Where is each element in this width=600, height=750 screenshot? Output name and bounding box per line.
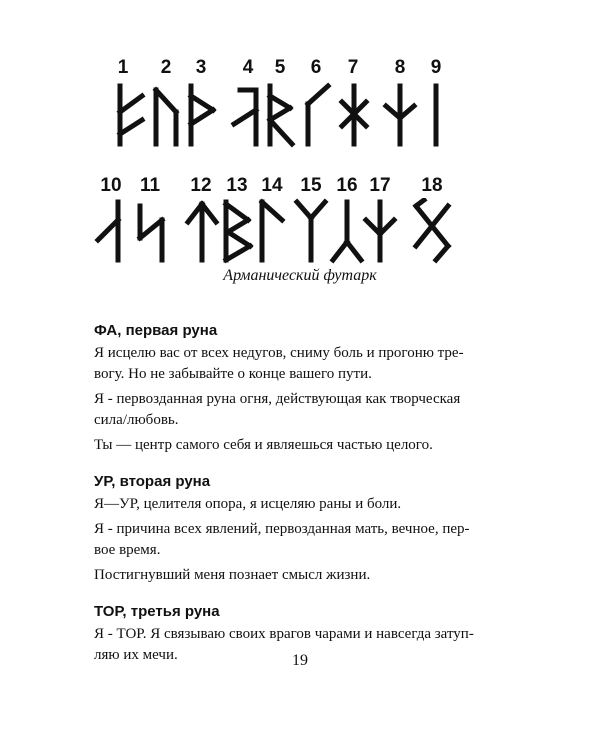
rune-number-1: 1 [117, 57, 129, 78]
section-heading: ТОР, третья руна [94, 603, 220, 620]
paragraph [94, 435, 514, 456]
paragraph [94, 494, 514, 515]
paragraph-line: вогу. Но не забывайте о конце вашего пути. [94, 366, 372, 382]
section-heading: ФА, первая руна [94, 322, 218, 339]
rune-number-13: 13 [226, 175, 248, 196]
paragraph-line: Ты — центр самого себя и являешься частью целого. [94, 437, 433, 453]
rune-number-15: 15 [300, 175, 322, 196]
paragraph-line: ляю их мечи. [94, 647, 178, 663]
rune-not-glyph [380, 82, 420, 148]
rune-number-12: 12 [190, 175, 212, 196]
section-heading: УР, вторая руна [94, 473, 211, 490]
rune-number-4: 4 [242, 57, 254, 78]
paragraph [94, 343, 514, 385]
rune-number-14: 14 [261, 175, 283, 196]
figure-caption: Арманический футарк [223, 267, 377, 284]
rune-ka-glyph [296, 82, 336, 148]
paragraph-line: сила/любовь. [94, 412, 179, 428]
rune-eh-glyph [360, 198, 400, 264]
rune-hagal-glyph [334, 82, 374, 148]
paragraph [94, 565, 514, 586]
rune-number-5: 5 [274, 57, 286, 78]
paragraph-line: Постигнувший меня познает смысл жизни. [94, 567, 371, 583]
rune-number-9: 9 [430, 57, 442, 78]
armanen-futhark-figure [80, 48, 500, 278]
paragraph [94, 389, 514, 431]
rune-number-3: 3 [195, 57, 207, 78]
rune-ur-glyph [146, 82, 186, 148]
rune-is-glyph [416, 82, 456, 148]
rune-number-2: 2 [160, 57, 172, 78]
rune-os-glyph [226, 82, 266, 148]
paragraph-line: Я - первозданная руна огня, действующая как творческая [94, 391, 461, 407]
paragraph-line: Я - ТОР. Я связываю своих врагов чарами и навсегда затуп- [94, 626, 474, 642]
text-body [94, 321, 514, 682]
page-number: 19 [292, 652, 308, 669]
rune-number-10: 10 [100, 175, 122, 196]
rune-number-17: 17 [369, 175, 391, 196]
rune-number-6: 6 [310, 57, 322, 78]
rune-number-11: 11 [139, 175, 161, 196]
rune-tyr-glyph [182, 198, 222, 264]
rune-gibor-glyph [410, 198, 454, 264]
rune-number-7: 7 [347, 57, 359, 78]
rune-sig-glyph [132, 198, 172, 264]
rune-number-18: 18 [421, 175, 443, 196]
paragraph [94, 519, 514, 561]
paragraph-line: Я - причина всех явлений, первозданная мать, вечное, пер- [94, 521, 470, 537]
rune-man-glyph [291, 198, 331, 264]
rune-laf-glyph [252, 198, 292, 264]
rune-number-16: 16 [336, 175, 358, 196]
rune-thor-glyph [183, 82, 223, 148]
rune-number-8: 8 [394, 57, 406, 78]
paragraph-line: Я исцелю вас от всех недугов, сниму боль и прогоню тре- [94, 345, 464, 361]
section-fa [94, 321, 514, 456]
rune-ar-glyph [92, 198, 132, 264]
section-ur [94, 472, 514, 586]
paragraph-line: вое время. [94, 542, 161, 558]
paragraph-line: Я—УР, целителя опора, я исцеляю раны и боли. [94, 496, 402, 512]
rune-fa-glyph [110, 82, 150, 148]
